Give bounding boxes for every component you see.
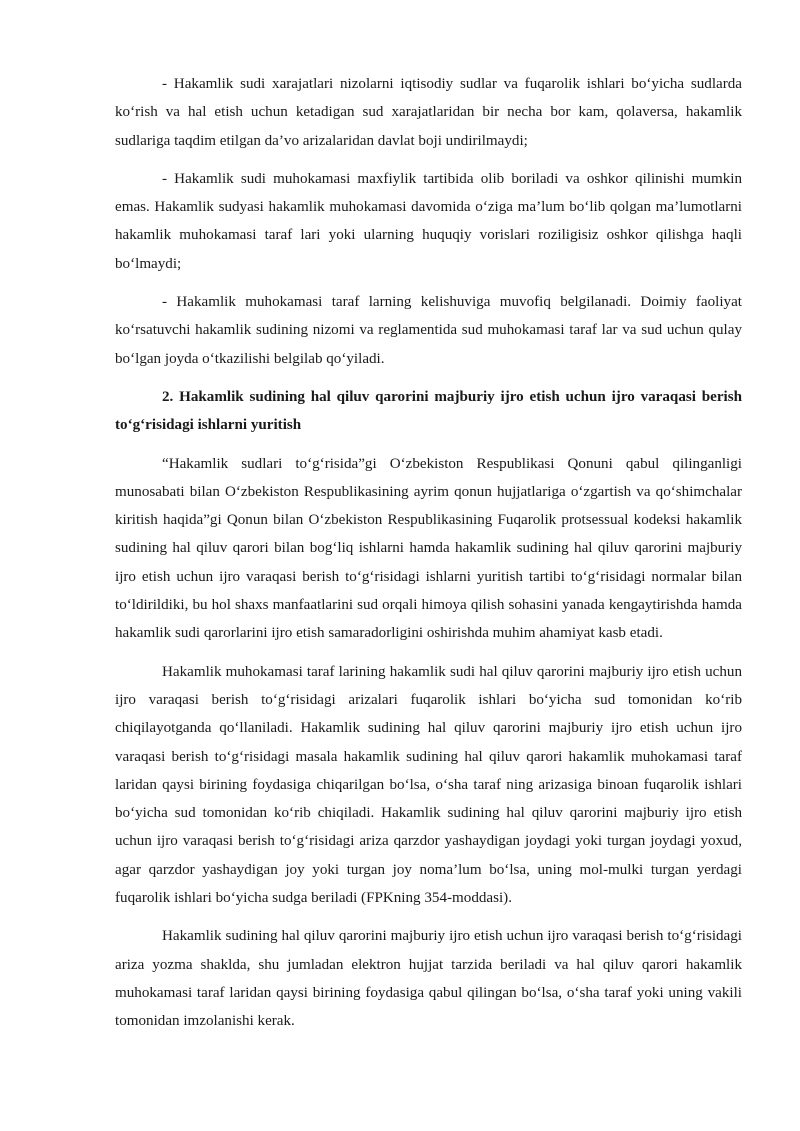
document-page — [115, 70, 742, 1046]
paragraph-law-amendments: “Hakamlik sudlari to‘g‘risida”gi O‘zbekiston Respublikasi Qonuni qabul qilinganligi munosabati bilan O‘zbekiston Respublikasining ayrim qonun hujjatlariga o‘zgartish va qo‘shimchalar kiritish haqida”gi Qonun bilan O‘zbekiston Respublikasining Fuqarolik protsessual kodeksi hakamlik sudining hal qiluv qarori bilan bog‘liq ishlarni hamda hakamlik sudining hal qiluv qarorini majburiy ijro etish uchun ijro varaqasi berish to‘g‘risidagi ishlarni yuritish tartibi to‘g‘risidagi normalar bilan to‘ldirildiki, bu hol shaxs manfaatlarini sud orqali himoya qilish sohasini yanada kengaytirishda hamda hakamlik sudi qarorlarini ijro etish samaradorligini oshirishda muhim ahamiyat kasb etadi. — [115, 455, 742, 642]
paragraph-written-application: Hakamlik sudining hal qiluv qarorini majburiy ijro etish uchun ijro varaqasi berish to‘g‘risidagi ariza yozma shaklda, shu jumladan elektron hujjat tarzida beriladi va hal qiluv qarori hakamlik muhokamasi taraf laridan qaysi birining foydasiga qabul qilingan bo‘lsa, o‘sha taraf yoki uning vakili tomonidan imzolanishi kerak. — [115, 928, 742, 1030]
section-heading: 2. Hakamlik sudining hal qiluv qarorini majburiy ijro etish uchun ijro varaqasi berish to‘g‘risidagi ishlarni yuritish — [115, 388, 742, 434]
paragraph-confidentiality: - Hakamlik sudi muhokamasi maxfiylik tartibida olib boriladi va oshkor qilinishi mumkin emas. Hakamlik sudyasi hakamlik muhokamasi davomida o‘ziga ma’lum bo‘lib qolgan ma’lumotlarni hakamlik muhokamasi taraf lari yoki ularning huquqiy vorislari roziligisiz oshkor qilishga haqli bo‘lmaydi; — [115, 170, 742, 272]
paragraph-court-costs: - Hakamlik sudi xarajatlari nizolarni iqtisodiy sudlar va fuqarolik ishlari bo‘yicha sudlarda ko‘rish va hal etish uchun ketadigan sud xarajatlaridan bir necha bor kam, qolaversa, hakamlik sudlariga taqdim etilgan da’vo arizalaridan davlat boji undirilmaydi; — [115, 76, 742, 149]
paragraph-agreement: - Hakamlik muhokamasi taraf larning kelishuviga muvofiq belgilanadi. Doimiy faoliyat ko‘rsatuvchi hakamlik sudining nizomi va reglamentida sud muhokamasi taraf lar va sud uchun qulay bo‘lgan joyda o‘tkazilishi belgilab qo‘yiladi. — [115, 294, 742, 367]
paragraph-application-procedure: Hakamlik muhokamasi taraf larining hakamlik sudi hal qiluv qarorini majburiy ijro etish uchun ijro varaqasi berish to‘g‘risidagi arizalari fuqarolik ishlari bo‘yicha sud tomonidan ko‘rib chiqilayotganda qo‘llaniladi. Hakamlik sudining hal qiluv qarorini majburiy ijro etish uchun ijro varaqasi berish to‘g‘risidagi masala hakamlik sudining hal qiluv qarori hakamlik muhokamasi taraf laridan qaysi birining foydasiga chiqarilgan bo‘lsa, o‘sha taraf ning arizasiga binoan fuqarolik ishlari bo‘yicha sud tomonidan ko‘rib chiqiladi. Hakamlik sudining hal qiluv qarorini majburiy ijro etish uchun ijro varaqasi berish to‘g‘risidagi ariza qarzdor yashaydigan joydagi yoki turgan joydagi yoxud, agar qarzdor yashaydigan joy yoki turgan joy noma’lum bo‘lsa, uning mol-mulki turgan yerdagi fuqarolik ishlari bo‘yicha sudga beriladi (FPKning 354-moddasi). — [115, 663, 742, 907]
